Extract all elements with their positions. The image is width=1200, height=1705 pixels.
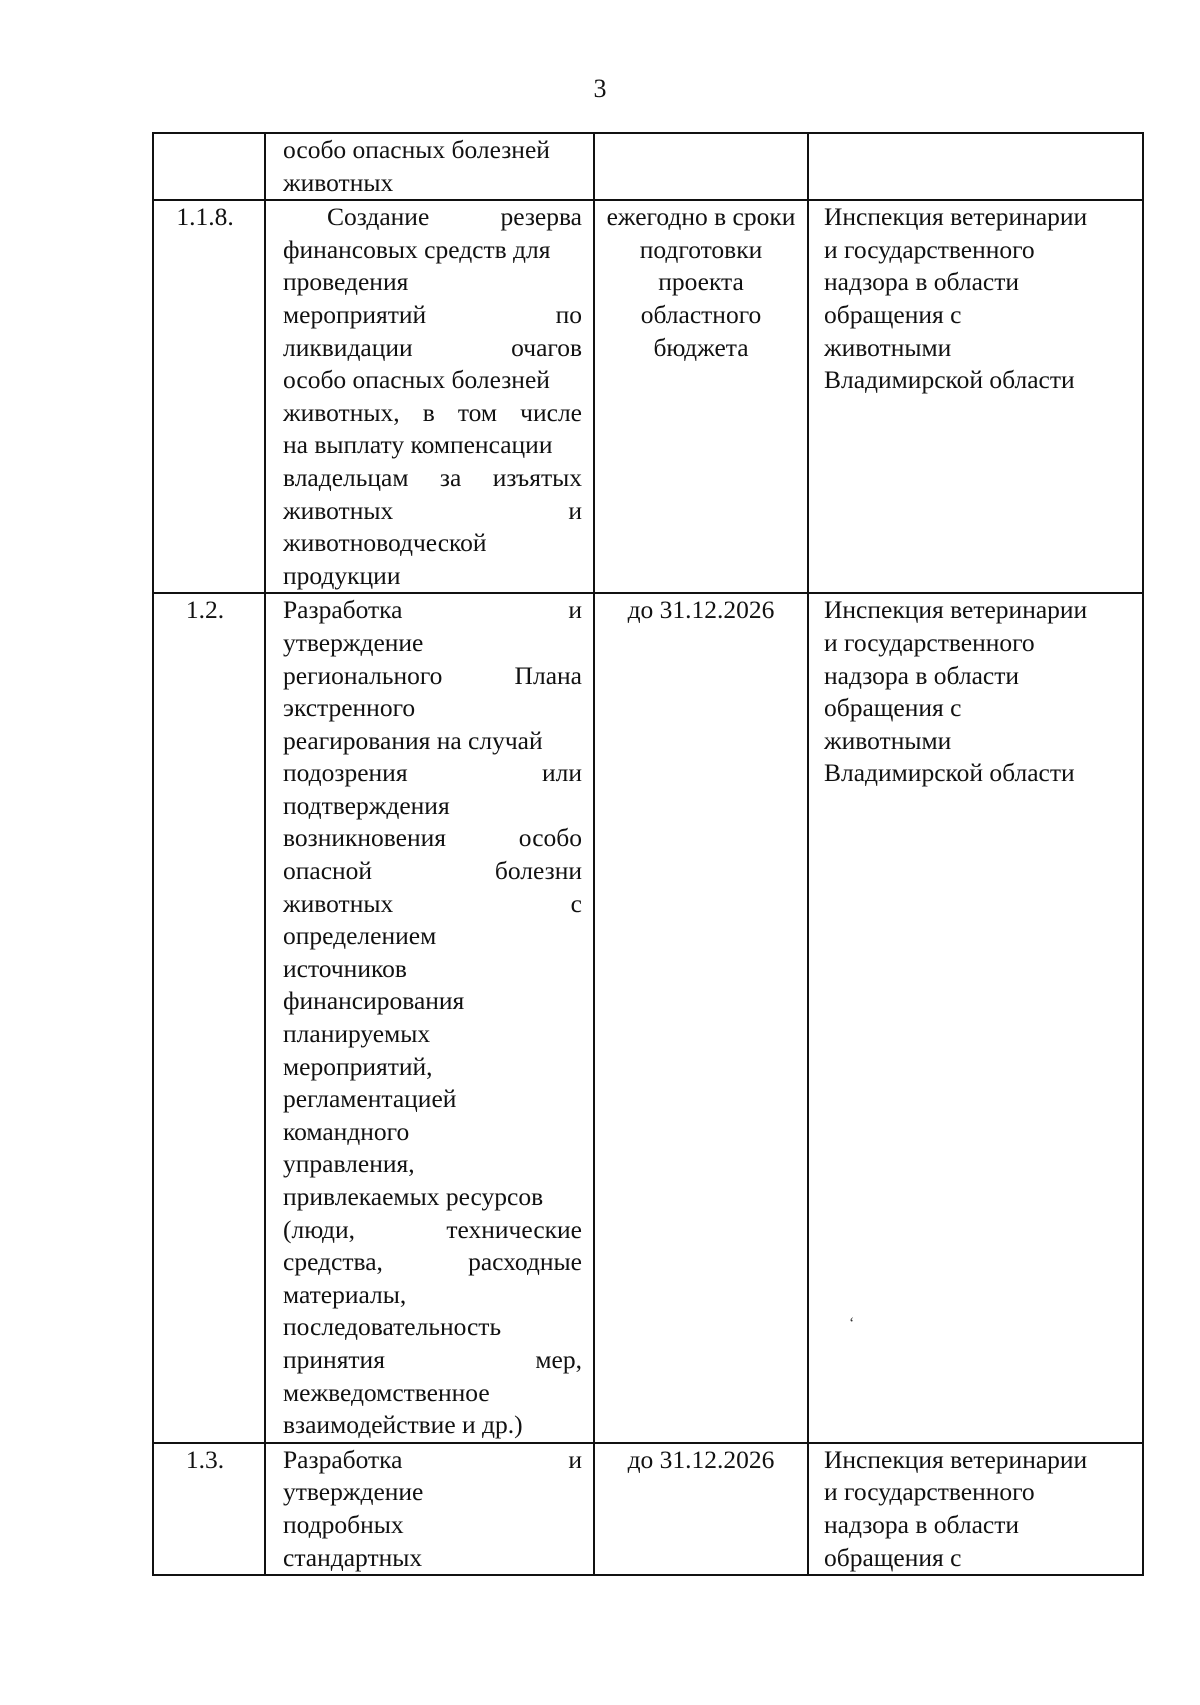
activity-line: ликвидации очагов: [283, 332, 582, 362]
activity-line: принятия мер,: [283, 1344, 582, 1374]
responsible-line: обращения с: [824, 299, 962, 329]
table-row: [153, 133, 1143, 200]
responsible-line: и государственного: [824, 627, 1035, 657]
responsible-cell: [808, 593, 1143, 1442]
item-number-cell: 1.1.8.: [153, 200, 265, 593]
deadline-line: до 31.12.2026: [627, 1444, 775, 1474]
activity-line: взаимодействие и др.): [283, 1410, 523, 1440]
activity-cell: [265, 593, 594, 1442]
activity-line: подробных: [283, 1509, 404, 1539]
activity-line: стандартных: [283, 1542, 423, 1572]
responsible-line: надзора в области: [824, 1509, 1020, 1539]
activity-line: животноводческой: [283, 528, 487, 558]
activity-line: возникновения особо: [283, 823, 582, 853]
item-number-cell: [153, 133, 265, 200]
activity-cell: [265, 1443, 594, 1575]
deadline-line: до 31.12.2026: [627, 595, 775, 625]
activity-line: особо опасных болезней: [283, 135, 550, 164]
deadline-line: областного: [640, 299, 762, 329]
activity-line: владельцам за изъятых: [283, 462, 582, 492]
activity-line: привлекаемых ресурсов: [283, 1182, 544, 1211]
activity-line: последовательность: [283, 1312, 502, 1342]
responsible-line: Инспекция ветеринарии: [824, 202, 1088, 232]
responsible-line: Инспекция ветеринарии: [824, 1444, 1088, 1474]
activity-line: мероприятий,: [283, 1051, 433, 1081]
activity-line: источников: [283, 953, 407, 983]
activity-line: проведения: [283, 267, 409, 297]
activity-line: управления,: [283, 1149, 415, 1179]
activity-line: утверждение: [283, 627, 424, 657]
activity-cell: [265, 133, 594, 200]
responsible-cell: [808, 200, 1143, 593]
activity-line: (люди, технические: [283, 1214, 582, 1244]
responsible-line: и государственного: [824, 1477, 1035, 1507]
deadline-line: бюджета: [653, 332, 749, 362]
responsible-line: Владимирской области: [824, 365, 1075, 395]
responsible-line: животными: [824, 332, 952, 362]
responsible-line: и государственного: [824, 234, 1035, 264]
activity-line: определением: [283, 921, 437, 951]
activity-line: финансирования: [283, 986, 465, 1016]
responsible-cell: [808, 133, 1143, 200]
table-row: [153, 593, 1143, 1442]
activity-line: особо опасных болезней: [283, 365, 550, 395]
measures-table: [152, 132, 1144, 1576]
deadline-cell: [594, 200, 808, 593]
responsible-line: надзора в области: [824, 660, 1020, 690]
activity-line: утверждение: [283, 1477, 424, 1507]
activity-line: экстренного: [283, 693, 416, 723]
activity-line: Разработка и: [283, 595, 582, 625]
activity-line: материалы,: [283, 1279, 407, 1309]
item-number-cell: 1.2.: [153, 593, 265, 1442]
responsible-line: обращения с: [824, 693, 962, 723]
activity-line: подозрения или: [283, 758, 582, 788]
deadline-line: проекта: [658, 267, 744, 297]
responsible-line: Владимирской области: [824, 758, 1075, 788]
responsible-line: животными: [824, 725, 952, 755]
item-number-cell: 1.3.: [153, 1443, 265, 1575]
activity-line: финансовых средств для: [283, 234, 551, 264]
deadline-line: ежегодно в сроки: [606, 202, 796, 232]
activity-line: межведомственное: [283, 1377, 490, 1407]
table-row: [153, 200, 1143, 593]
responsible-line: Инспекция ветеринарии: [824, 595, 1088, 625]
activity-line: подтверждения: [283, 790, 450, 820]
scan-speck: ‘: [849, 1315, 855, 1332]
activity-line: Разработка и: [283, 1444, 582, 1474]
activity-line: животных с: [283, 888, 582, 918]
activity-line: животных и: [283, 495, 582, 525]
deadline-cell: [594, 593, 808, 1442]
responsible-cell: [808, 1443, 1143, 1575]
activity-line: животных, в том числе: [283, 397, 582, 427]
table-row: [153, 1443, 1143, 1575]
activity-line: средства, расходные: [283, 1247, 582, 1277]
activity-line: регламентацией: [283, 1084, 457, 1114]
activity-line: командного: [283, 1116, 410, 1146]
activity-line: Создание резерва: [327, 202, 582, 232]
activity-line: регионального Плана: [283, 660, 582, 690]
deadline-cell: [594, 133, 808, 200]
activity-line: животных: [283, 167, 394, 197]
responsible-line: надзора в области: [824, 267, 1020, 297]
deadline-line: подготовки: [639, 234, 763, 264]
deadline-cell: [594, 1443, 808, 1575]
activity-line: опасной болезни: [283, 856, 582, 886]
responsible-line: обращения с: [824, 1542, 962, 1572]
page-number: 3: [593, 74, 607, 103]
activity-line: на выплату компенсации: [283, 430, 553, 460]
activity-line: продукции: [283, 560, 401, 590]
activity-line: реагирования на случай: [283, 725, 543, 755]
activity-line: мероприятий по: [283, 299, 582, 329]
activity-line: планируемых: [283, 1019, 431, 1049]
activity-cell: [265, 200, 594, 593]
